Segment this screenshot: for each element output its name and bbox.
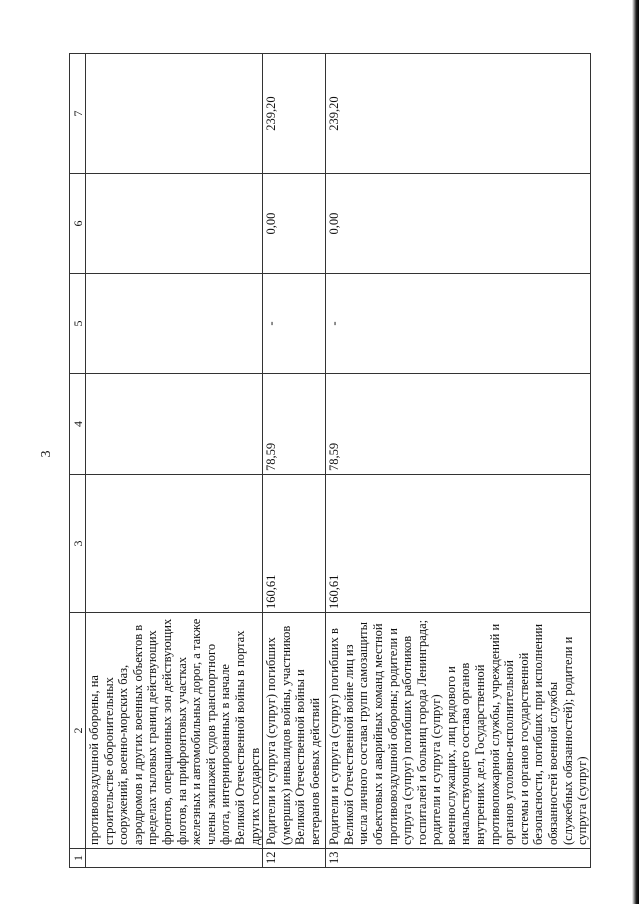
cell-col7: 239,20	[263, 54, 326, 174]
cell-col3	[86, 475, 263, 613]
cell-col4	[86, 374, 263, 475]
column-header: 7	[70, 54, 86, 174]
cell-col4: 78,59	[326, 374, 591, 475]
row-description: Родители и супруга (супруг) погибших в Великой Отечественной войне лиц из числа личного состава групп самозащиты объектовых и аварийных команд местной противовоздушной обороны; родители и супруга (супруг) погибших работников госпиталей и больниц города Ленинграда; родители и супруга (супруг) военнослужащих, лиц рядового и начальствующего состава органов внутренних дел, Государственной противопожарной службы, учреждений и органов уголовно-исполнительной системы и органов государственной безопасности, погибших при исполнении обязанностей военной службы (служебных обязанностей); родители и супруга (супруг)	[326, 613, 591, 849]
column-header: 1	[70, 849, 86, 868]
column-header: 6	[70, 174, 86, 274]
cell-col3: 160,61	[263, 475, 326, 613]
row-number: 13	[326, 849, 591, 868]
table-row	[86, 54, 263, 868]
scan-edge-shadow	[632, 0, 639, 904]
column-header: 4	[70, 374, 86, 475]
row-number	[86, 849, 263, 868]
header-row	[70, 54, 86, 868]
cell-col7	[86, 54, 263, 174]
page-number: 3	[39, 450, 54, 458]
table-row	[263, 54, 326, 868]
rotated-table-container	[69, 54, 590, 868]
cell-col3: 160,61	[326, 475, 591, 613]
row-description: Родители и супруга (супруг) погибших (умерших) инвалидов войны, участников Великой Отечественной войны и ветеранов боевых действий	[263, 613, 326, 849]
benefits-table	[69, 53, 591, 868]
column-header: 2	[70, 613, 86, 849]
table-row	[326, 54, 591, 868]
cell-col5	[86, 274, 263, 374]
row-number: 12	[263, 849, 326, 868]
row-description: противовоздушной обороны, на строительстве оборонительных сооружений, военно-морских баз, аэродромов и других военных объектов в пределах тыловых границ действующих фронтов, операционных зон действующих флотов, на прифронтовых участках железных и автомобильных дорог, а также члены экипажей судов транспортного флота, интернированных в начале Великой Отечественной войны в портах других государств	[86, 613, 263, 849]
cell-col6: 0,00	[263, 174, 326, 274]
cell-col5: -	[326, 274, 591, 374]
column-header: 5	[70, 274, 86, 374]
cell-col5: -	[263, 274, 326, 374]
cell-col6	[86, 174, 263, 274]
column-header: 3	[70, 475, 86, 613]
cell-col4: 78,59	[263, 374, 326, 475]
cell-col6: 0,00	[326, 174, 591, 274]
cell-col7: 239,20	[326, 54, 591, 174]
